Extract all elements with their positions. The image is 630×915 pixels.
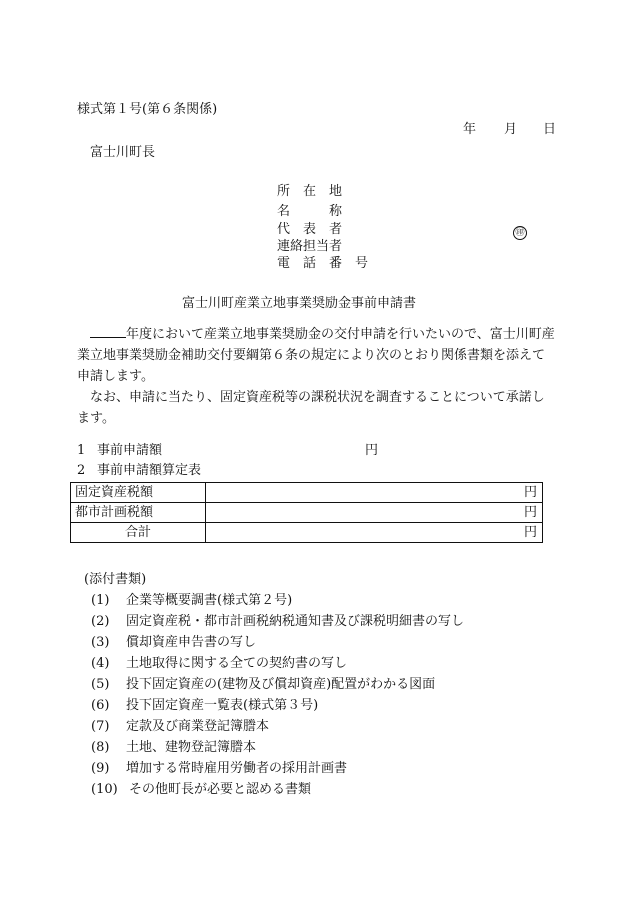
seal-mark: ㊞ xyxy=(513,226,527,240)
row-unit: 円 xyxy=(206,523,543,543)
row-unit: 円 xyxy=(206,483,543,503)
attachment-text: 固定資産税・都市計画税納税通知書及び課税明細書の写し xyxy=(126,614,465,629)
applicant-field-phone: 電 話 番 号 xyxy=(277,256,369,271)
attachment-text: 定款及び商業登記簿謄本 xyxy=(126,719,270,734)
attachment-number: (1) xyxy=(91,593,110,608)
attachment-text: 土地取得に関する全ての契約書の写し xyxy=(126,656,348,671)
attachment-number: (10) xyxy=(91,782,118,797)
attachment-number: (9) xyxy=(91,761,110,776)
row-label: 合計 xyxy=(71,523,206,543)
item1-label: 事前申請額 xyxy=(97,443,163,458)
table-row xyxy=(71,483,543,503)
row-label: 都市計画税額 xyxy=(71,503,206,523)
attachment-number: (7) xyxy=(91,719,110,734)
applicant-field-name: 名 称 xyxy=(277,204,343,219)
body-paragraph-2: なお、申請に当たり、固定資産税等の課税状況を調査することについて承諾します。 xyxy=(77,390,545,426)
document-title: 富士川町産業立地事業奨励金事前申請書 xyxy=(182,296,417,311)
attachment-text: 償却資産申告書の写し xyxy=(126,635,257,650)
table-row xyxy=(71,523,543,543)
addressee: 富士川町長 xyxy=(90,145,156,160)
fiscal-year-blank xyxy=(90,325,126,338)
item2-label: 事前申請額算定表 xyxy=(97,463,202,478)
attachment-number: (8) xyxy=(91,740,110,755)
attachment-number: (4) xyxy=(91,656,110,671)
body-paragraph-1-text: 年度において産業立地事業奨励金の交付申請を行いたいので、富士川町産業立地事業奨励金補助交付要綱第６条の規定により次のとおり関係書類を添えて申請します。 xyxy=(77,327,555,384)
form-number: 様式第１号(第６条関係) xyxy=(77,102,218,117)
attachment-number: (6) xyxy=(91,698,110,713)
attachment-text: その他町長が必要と認める書類 xyxy=(129,782,312,797)
item1-number: 1 xyxy=(77,443,86,458)
attachment-text: 増加する常時雇用労働者の採用計画書 xyxy=(126,761,348,776)
applicant-field-representative: 代 表 者 xyxy=(277,222,343,237)
attachment-number: (5) xyxy=(91,677,110,692)
attachment-text: 土地、建物登記簿謄本 xyxy=(126,740,257,755)
row-unit: 円 xyxy=(206,503,543,523)
row-label: 固定資産税額 xyxy=(71,483,206,503)
attachments-heading: (添付書類) xyxy=(84,572,147,587)
applicant-field-contact-person: 連絡担当者 xyxy=(277,239,343,254)
item1-unit: 円 xyxy=(365,443,379,458)
attachment-text: 投下固定資産の(建物及び償却資産)配置がわかる図面 xyxy=(126,677,436,692)
attachment-number: (2) xyxy=(91,614,110,629)
attachment-number: (3) xyxy=(91,635,110,650)
item2-number: 2 xyxy=(77,463,86,478)
attachment-text: 企業等概要調書(様式第２号) xyxy=(126,593,293,608)
date-year-label: 年 xyxy=(463,122,477,137)
table-row xyxy=(71,503,543,523)
applicant-field-address: 所 在 地 xyxy=(277,184,343,199)
date-day-label: 日 xyxy=(543,122,557,137)
calculation-table xyxy=(70,482,543,543)
attachment-text: 投下固定資産一覧表(様式第３号) xyxy=(126,698,319,713)
date-month-label: 月 xyxy=(504,122,518,137)
body-paragraph-1 xyxy=(77,324,557,387)
